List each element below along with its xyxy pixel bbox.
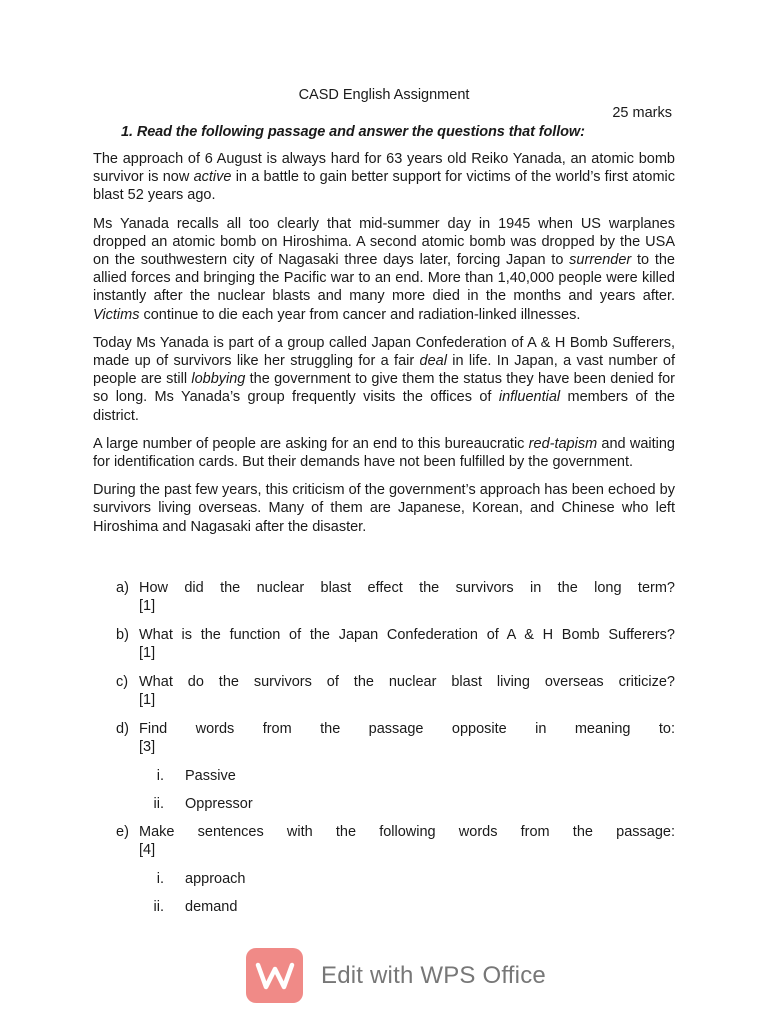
question-item <box>93 673 675 709</box>
question-marks: [1] <box>139 598 156 614</box>
passage-text: in life. In Japan, a vast number of people are still <box>93 353 675 388</box>
emphasized-word: lobbying <box>191 371 246 388</box>
passage <box>93 150 675 546</box>
passage-paragraph <box>93 435 675 471</box>
passage-text: continue to die each year from cancer and radiation-linked illnesses. <box>139 306 581 323</box>
passage-text: A large number of people are asking for an end to this bureaucratic <box>93 435 529 452</box>
passage-text: Today Ms Yanada is part of a group called Japan Confederation of A & H Bomb Sufferers, made up of survivors like her struggling for a fair <box>93 334 675 370</box>
passage-paragraph <box>93 150 675 205</box>
passage-text: in a battle to gain better support for victims of the world’s first atomic blast 52 years ago. <box>93 169 675 204</box>
passage-text: During the past few years, this criticism of the government’s approach has been echoed by survivors living overseas. Many of them are Japanese, Korean, and Chinese who left Hiroshima and Nagasaki after the disaster. <box>93 482 675 535</box>
passage-paragraph <box>93 215 675 324</box>
sub-question-label: i. <box>156 768 164 784</box>
passage-text: to the allied forces and bringing the Pacific war to an end. More than 1,40,000 people were killed instantly after the nuclear blasts and many more died in the months and years after. <box>93 252 676 305</box>
question-text: How did the nuclear blast effect the survivors in the long term? <box>139 580 675 596</box>
question-text: What do the survivors of the nuclear blast living overseas criticize? <box>139 674 675 690</box>
sub-question-label: ii. <box>153 796 164 812</box>
emphasized-word: red-tapism <box>528 435 598 452</box>
sub-question <box>93 898 675 916</box>
question-marks: [4] <box>139 842 156 858</box>
question-marks: [1] <box>139 692 156 708</box>
question-text: Make sentences with the following words from the passage: <box>139 824 675 840</box>
question-item <box>93 579 675 615</box>
emphasized-word: influential <box>498 389 561 406</box>
emphasized-word: deal <box>419 353 447 370</box>
question-label: d) <box>116 721 129 737</box>
wps-w-icon <box>246 948 303 1003</box>
question-label: a) <box>116 580 129 596</box>
question-item <box>93 720 675 756</box>
question-label: c) <box>116 674 129 690</box>
question-text: Find words from the passage opposite in meaning to: <box>139 721 675 737</box>
sub-question-text: Oppressor <box>185 796 253 812</box>
question-label: b) <box>116 627 129 643</box>
passage-text: members of the district. <box>93 389 675 424</box>
passage-text: The approach of 6 August is always hard for 63 years old Reiko Yanada, an atomic bomb survivor is now <box>93 151 675 186</box>
passage-paragraph <box>93 334 675 425</box>
question-item <box>93 823 675 859</box>
document-title: CASD English Assignment <box>298 87 470 103</box>
passage-text: Ms Yanada recalls all too clearly that mid-summer day in 1945 when US warplanes dropped an atomic bomb on Hiroshima. A second atomic bomb was dropped by the USA on the southwestern city of Nagasaki three days later, forcing Japan to <box>93 215 675 269</box>
question-item <box>93 626 675 662</box>
question-text: What is the function of the Japan Confederation of A & H Bomb Sufferers? <box>139 627 675 643</box>
emphasized-word: Victims <box>93 306 140 323</box>
total-marks: 25 marks <box>612 105 672 121</box>
sub-question-label: i. <box>156 871 164 887</box>
emphasized-word: active <box>193 169 232 186</box>
instruction: 1. Read the following passage and answer the questions that follow: <box>121 124 585 140</box>
sub-question-text: demand <box>185 899 238 915</box>
sub-question-text: approach <box>185 871 246 887</box>
question-marks: [3] <box>139 739 156 755</box>
sub-question-text: Passive <box>185 768 236 784</box>
question-list <box>93 579 675 926</box>
wps-label: Edit with WPS Office <box>321 961 546 989</box>
emphasized-word: surrender <box>569 252 632 269</box>
wps-watermark[interactable] <box>246 948 546 1003</box>
sub-question <box>93 795 675 813</box>
question-marks: [1] <box>139 645 156 661</box>
passage-text: and waiting for identification cards. But their demands have not been fulfilled by the government. <box>93 435 675 471</box>
sub-question <box>93 870 675 888</box>
passage-text: the government to give them the status they have been denied for so long. Ms Yanada’s group frequently visits the offices of <box>93 371 675 406</box>
question-label: e) <box>116 824 129 840</box>
sub-question-label: ii. <box>153 899 164 915</box>
passage-paragraph <box>93 481 675 536</box>
sub-question <box>93 767 675 785</box>
